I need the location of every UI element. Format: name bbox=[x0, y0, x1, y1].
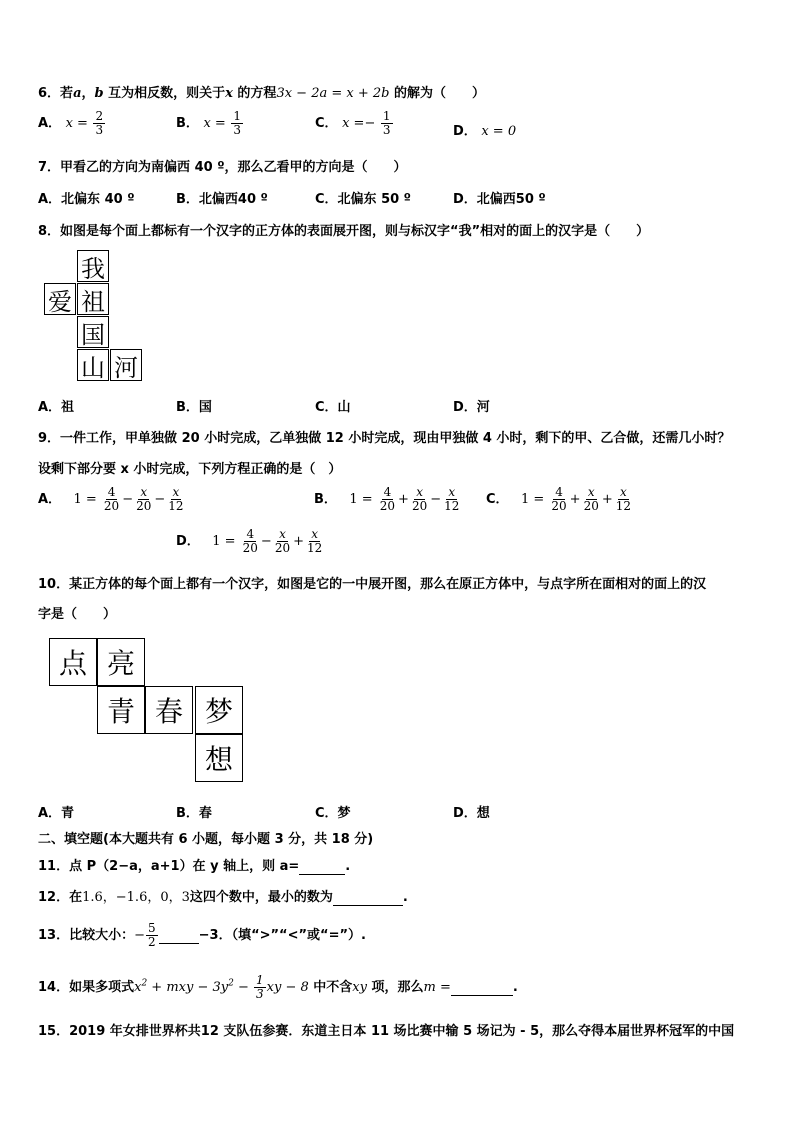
q8-option-d[interactable]: D．河 bbox=[453, 400, 490, 415]
q10-option-d[interactable]: D．想 bbox=[453, 806, 490, 821]
q9-option-a[interactable]: A． 1 = $\frac{4}{20}$ − $\frac{x}{20}$ − $\frac{x}{12}$ bbox=[38, 485, 184, 513]
q6-option-d[interactable]: D． x = 0 bbox=[453, 124, 517, 139]
q9-option-c[interactable]: C． 1 = $\frac{4}{20}$ + $\frac{x}{20}$ + $\frac{x}{12}$ bbox=[486, 485, 632, 513]
net-cell: 想 bbox=[195, 734, 243, 782]
q10-stem-line1: 10．某正方体的每个面上都有一个汉字，如图是它的一中展开图，那么在原正方体中，与点字所在面相对的面上的汉 bbox=[38, 577, 707, 592]
q6-option-b[interactable]: B． x = $\frac{1}{3}$ bbox=[176, 109, 241, 137]
q11: 11．点 P（2−a，a+1）在 y 轴上，则 a= . bbox=[38, 859, 351, 874]
q7-option-b[interactable]: B．北偏西40 º bbox=[176, 192, 268, 207]
q10-option-c[interactable]: C．梦 bbox=[315, 806, 351, 821]
answer-blank[interactable] bbox=[451, 980, 513, 996]
answer-blank[interactable] bbox=[333, 890, 403, 906]
fraction: $\frac{5}{2}$ bbox=[148, 921, 156, 949]
net-cell: 梦 bbox=[195, 686, 243, 734]
net-cell: 青 bbox=[97, 686, 145, 734]
q6-option-c[interactable]: C． x =− $\frac{1}{3}$ bbox=[315, 109, 391, 137]
q14: 14．如果多项式$x^2$ + mxy − $3y^2$ − $\frac{1}{3}$ xy − 8 中不含xy 项，那么m = . bbox=[38, 973, 518, 1001]
q6-option-a[interactable]: A． x = $\frac{2}{3}$ bbox=[38, 109, 104, 137]
q9-option-b[interactable]: B． 1 = $\frac{4}{20}$ + $\frac{x}{20}$ − $\frac{x}{12}$ bbox=[314, 485, 460, 513]
net-cell: 亮 bbox=[97, 638, 145, 686]
net-cell: 点 bbox=[49, 638, 97, 686]
net-cell: 山 bbox=[77, 349, 109, 381]
q7-option-c[interactable]: C．北偏东 50 º bbox=[315, 192, 412, 207]
q8-option-c[interactable]: C．山 bbox=[315, 400, 351, 415]
net-cell: 祖 bbox=[77, 283, 109, 315]
q15-stem: 15．2019 年女排世界杯共12 支队伍参赛．东道主日本 11 场比赛中输 5 场记为 - 5，那么夺得本届世界杯冠军的中国 bbox=[38, 1024, 735, 1039]
q10-option-b[interactable]: B．春 bbox=[176, 806, 212, 821]
q8-stem: 8．如图是每个面上都标有一个汉字的正方体的表面展开图，则与标汉字“我”相对的面上的汉字是（ ） bbox=[38, 224, 650, 239]
fraction: $\frac{1}{3}$ bbox=[233, 109, 241, 137]
section-title: 二、填空题(本大题共有 6 小题，每小题 3 分，共 18 分) bbox=[38, 832, 374, 847]
fraction: $\frac{2}{3}$ bbox=[95, 109, 104, 137]
q6-equation: 3x − 2a = x + 2b bbox=[276, 86, 390, 101]
q8-option-a[interactable]: A．祖 bbox=[38, 400, 75, 415]
q13: 13．比较大小：− $\frac{5}{2}$ −3．（填“>”“<”或“=”）. bbox=[38, 921, 366, 949]
net-cell: 国 bbox=[77, 316, 109, 348]
polynomial: $x^2$ + mxy − $3y^2$ − $\frac{1}{3}$ xy − 8 bbox=[134, 973, 309, 1001]
q9-option-d[interactable]: D． 1 = $\frac{4}{20}$ − $\frac{x}{20}$ + $\frac{x}{12}$ bbox=[176, 527, 323, 555]
q10-stem-line2: 字是（ ） bbox=[38, 607, 117, 622]
q7-option-a[interactable]: A．北偏东 40 º bbox=[38, 192, 135, 207]
net-cell: 爱 bbox=[44, 283, 76, 315]
q7-stem: 7．甲看乙的方向为南偏西 40 º，那么乙看甲的方向是（ ） bbox=[38, 160, 407, 175]
net-cell: 春 bbox=[145, 686, 193, 734]
net-cell: 河 bbox=[110, 349, 142, 381]
fraction: $\frac{1}{3}$ bbox=[382, 109, 391, 137]
answer-blank[interactable] bbox=[299, 859, 345, 875]
q10-option-a[interactable]: A．青 bbox=[38, 806, 75, 821]
net-cell: 我 bbox=[77, 250, 109, 282]
q7-option-d[interactable]: D．北偏西50 º bbox=[453, 192, 546, 207]
q12: 12．在1.6，−1.6，0，3这四个数中，最小的数为 . bbox=[38, 890, 408, 905]
q9-stem-line1: 9．一件工作，甲单独做 20 小时完成，乙单独做 12 小时完成，现由甲独做 4 小时，剩下的甲、乙合做，还需几小时？ bbox=[38, 431, 731, 446]
answer-blank[interactable] bbox=[159, 928, 199, 944]
q8-option-b[interactable]: B．国 bbox=[176, 400, 212, 415]
q6-stem: 6．若a，b 互为相反数，则关于x 的方程3x − 2a = x + 2b 的解为（ ） bbox=[38, 86, 485, 101]
q9-stem-line2: 设剩下部分要 x 小时完成，下列方程正确的是（ ） bbox=[38, 462, 342, 477]
